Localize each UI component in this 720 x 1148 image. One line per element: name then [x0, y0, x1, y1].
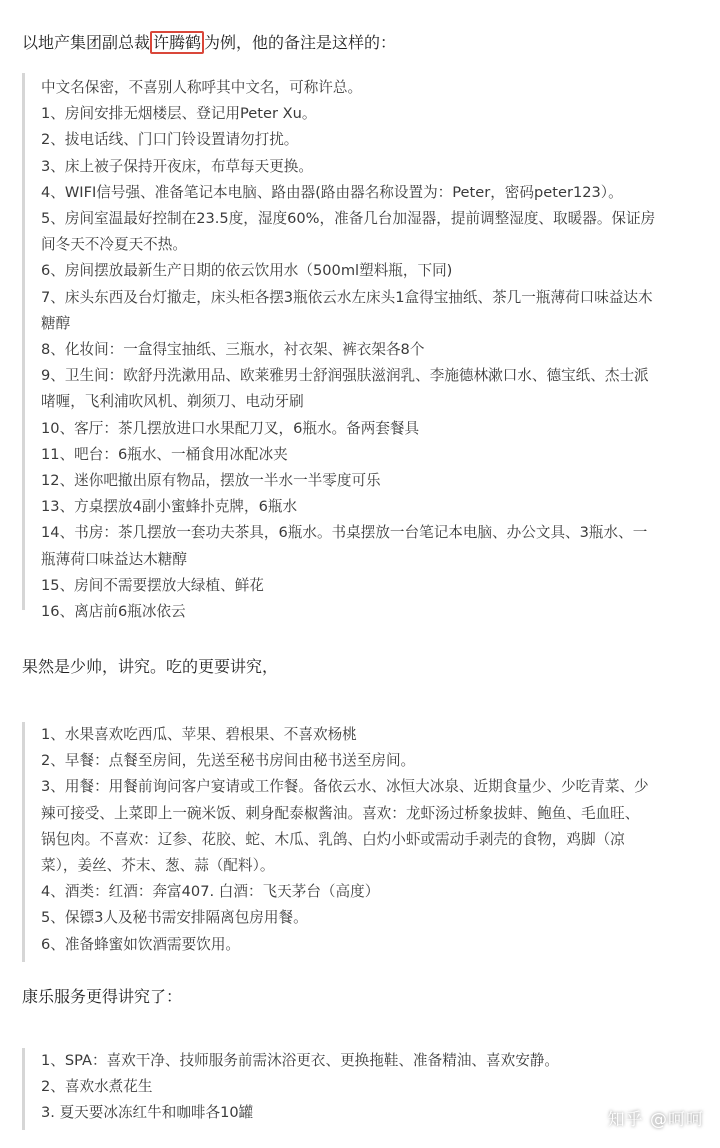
food-line: 2、早餐：点餐至房间，先送至秘书房间由秘书送至房间。 — [41, 752, 416, 770]
recreation-line: 2、喜欢水煮花生 — [41, 1078, 153, 1096]
intro-text-after: 为例，他的备注是这样的： — [204, 33, 397, 52]
note-line: 5、房间室温最好控制在23.5度，湿度60%，准备几台加湿器，提前调整湿度、取暖器。保证房 — [41, 210, 656, 228]
note-line: 啫喱，飞利浦吹风机、剃须刀、电动牙刷 — [41, 393, 304, 411]
note-line: 7、床头东西及台灯撤走，床头柜各摆3瓶依云水左床头1盒得宝抽纸、茶几一瓶薄荷口味益达木 — [41, 288, 653, 306]
note-line: 10、客厅：茶几摆放进口水果配刀叉，6瓶水。备两套餐具 — [41, 419, 420, 437]
food-line: 菜），姜丝、芥末、葱、蒜（配料）。 — [41, 857, 275, 875]
note-line: 糖醇 — [41, 314, 71, 332]
food-line: 锅包肉。不喜欢：辽参、花胶、蛇、木瓜、乳鸽、白灼小虾或需动手剥壳的食物，鸡脚（凉 — [41, 830, 625, 848]
note-line: 11、吧台：6瓶水、一桶食用冰配冰夹 — [41, 445, 288, 463]
note-line: 3、床上被子保持开夜床，布草每天更换。 — [41, 157, 313, 175]
note-line: 14、书房：茶几摆放一套功夫茶具，6瓶水。书桌摆放一台笔记本电脑、办公文具、3瓶水、一 — [41, 524, 648, 542]
note-line: 间冬天不冷夏天不热。 — [41, 236, 187, 254]
note-line: 15、房间不需要摆放大绿植、鲜花 — [41, 576, 264, 594]
note-line: 4、WIFI信号强、准备笔记本电脑、路由器(路由器名称设置为：Peter，密码peter123）。 — [41, 183, 623, 201]
intro-text-before: 以地产集团副总裁 — [22, 33, 151, 52]
room-notes-blockquote — [22, 73, 708, 621]
recreation-intro: 康乐服务更得讲究了： — [22, 987, 183, 1006]
food-line: 6、准备蜂蜜如饮酒需要饮用。 — [41, 935, 241, 953]
note-line: 9、卫生间：欧舒丹洗漱用品、欧莱雅男士舒润强肤滋润乳、李施德林漱口水、德宝纸、杰士派 — [41, 367, 649, 385]
food-line: 辣可接受、上菜即上一碗米饭、刺身配泰椒酱油。喜欢：龙虾汤过桥象拔蚌、鲍鱼、毛血旺、 — [41, 804, 640, 822]
note-line: 2、拔电话线、门口门铃设置请勿打扰。 — [41, 131, 299, 149]
note-line: 16、离店前6瓶冰依云 — [41, 603, 186, 621]
food-intro: 果然是少帅，讲究。吃的更要讲究， — [22, 657, 279, 676]
note-line: 8、化妆间：一盒得宝抽纸、三瓶水，衬衣架、裤衣架各8个 — [41, 341, 425, 359]
food-line: 4、酒类：红酒：奔富407. 白酒：飞天茅台（高度） — [41, 883, 380, 901]
recreation-line: 3. 夏天要冰冻红牛和咖啡各10罐 — [41, 1104, 254, 1122]
intro-paragraph — [22, 30, 700, 53]
recreation-line: 1、SPA：喜欢干净、技师服务前需沐浴更衣、更换拖鞋、准备精油、喜欢安静。 — [41, 1052, 559, 1069]
food-line: 3、用餐：用餐前询问客户宴请或工作餐。备依云水、冰恒大冰泉、近期食量少、少吃青菜、少 — [41, 778, 649, 796]
note-line: 中文名保密，不喜别人称呼其中文名，可称许总。 — [41, 79, 363, 96]
zhihu-watermark: 知乎 @呵呵 — [607, 1110, 704, 1130]
highlighted-name: 许腾鹤 — [150, 31, 204, 54]
note-line: 13、方桌摆放4副小蜜蜂扑克牌，6瓶水 — [41, 498, 298, 516]
food-line: 1、水果喜欢吃西瓜、苹果、碧根果、不喜欢杨桃 — [41, 726, 357, 743]
food-line: 5、保镖3人及秘书需安排隔离包房用餐。 — [41, 909, 308, 927]
food-notes-blockquote — [22, 722, 708, 962]
note-line: 12、迷你吧撤出原有物品，摆放一半水一半零度可乐 — [41, 472, 381, 490]
recreation-notes-blockquote — [22, 1048, 708, 1130]
note-line: 6、房间摆放最新生产日期的依云饮用水（500ml塑料瓶，下同) — [41, 262, 453, 280]
note-line: 1、房间安排无烟楼层、登记用Peter Xu。 — [41, 105, 317, 123]
note-line: 瓶薄荷口味益达木糖醇 — [41, 550, 187, 568]
